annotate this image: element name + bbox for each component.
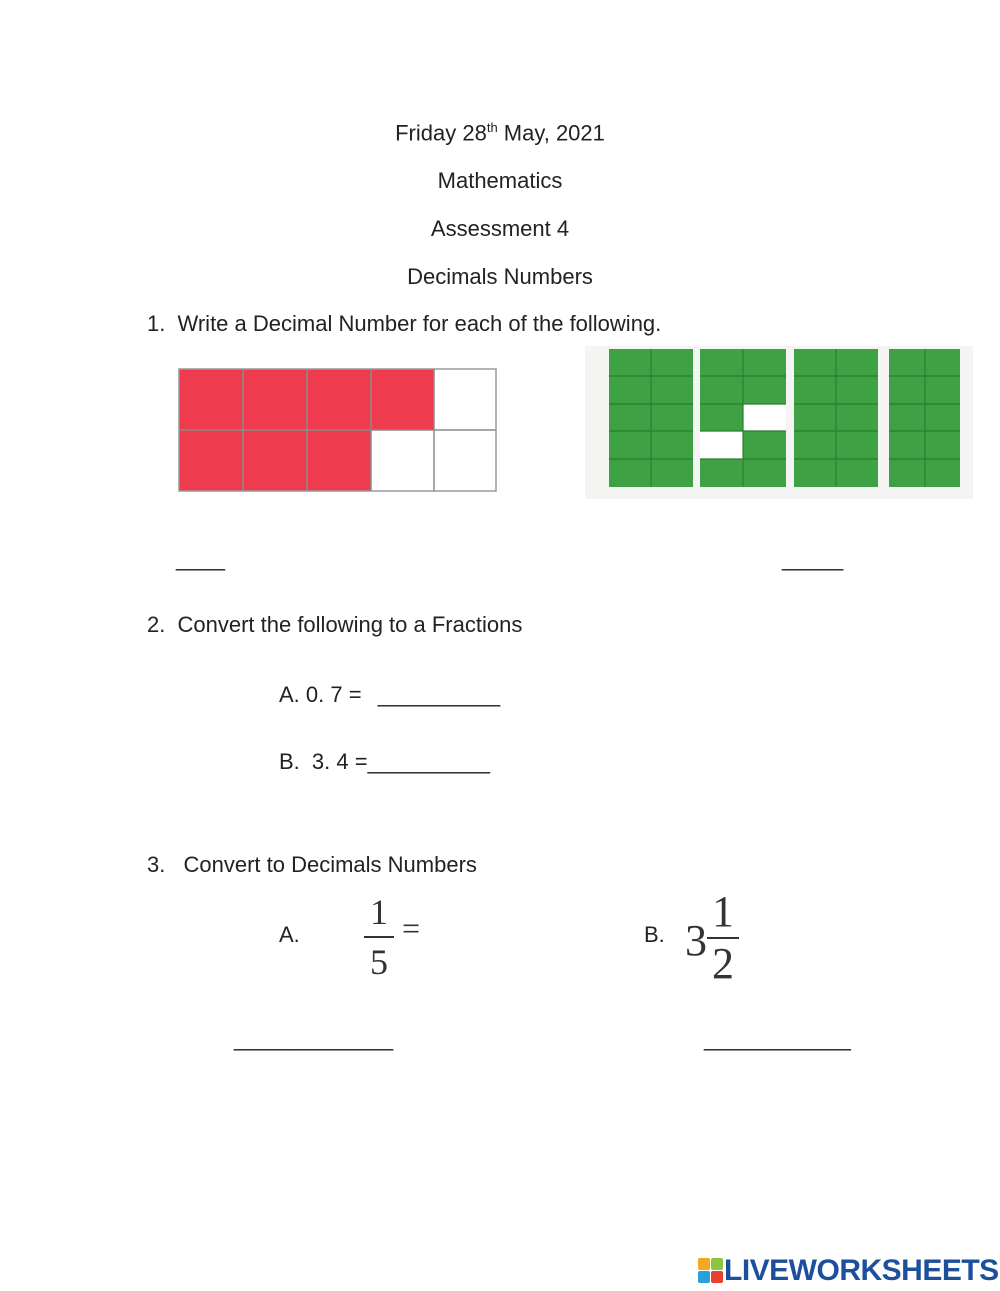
date-text: Friday 28 [395, 120, 487, 146]
fraction-figure-b [585, 346, 973, 499]
question-text: Convert the following to a Fractions [177, 612, 523, 637]
figure-b-block-3 [794, 349, 878, 487]
q2-item-b [279, 749, 490, 775]
fraction-bar [364, 936, 394, 938]
figure-b-block-1 [609, 349, 693, 487]
fraction-numerator: 1 [712, 887, 734, 936]
question-1 [147, 311, 661, 337]
answer-blank[interactable]: __________ [377, 682, 501, 707]
q2-item-a [279, 682, 500, 708]
item-label: A. [279, 682, 300, 707]
q3-item-b-fraction [707, 887, 739, 988]
figure-b-block-2 [700, 349, 786, 487]
q3-item-a-fraction [364, 894, 394, 980]
question-number: 1. [147, 311, 166, 336]
question-text: Convert to Decimals Numbers [183, 852, 477, 877]
liveworksheets-logo-icon [698, 1258, 724, 1284]
answer-blank-q3-a[interactable]: _____________ [234, 1026, 394, 1051]
fraction-numerator: 1 [370, 892, 388, 932]
question-2 [147, 612, 522, 638]
liveworksheets-logo [698, 1254, 999, 1288]
q3-item-b-whole: 3 [685, 916, 707, 965]
answer-blank-figure-b[interactable]: _____ [782, 546, 844, 571]
fraction-denominator: 2 [712, 939, 734, 988]
question-number: 2. [147, 612, 166, 637]
figure-a-unshaded-cell [371, 430, 434, 491]
date-year: May, 2021 [497, 120, 605, 146]
question-3 [147, 852, 477, 878]
subject-title: Mathematics [437, 168, 563, 193]
q3-item-b-label: B. [644, 922, 665, 947]
item-label: B. [279, 749, 300, 774]
question-number: 3. [147, 852, 166, 877]
q3-item-a-label: A. [279, 922, 300, 947]
answer-blank[interactable]: __________ [367, 749, 490, 774]
assessment-title: Assessment 4 [430, 216, 570, 241]
answer-blank-q3-b[interactable]: ____________ [704, 1026, 851, 1051]
q3-item-a-equals: = [402, 910, 421, 946]
question-text: Write a Decimal Number for each of the following. [177, 311, 662, 336]
topic-title: Decimals Numbers [407, 264, 593, 289]
fraction-denominator: 5 [370, 942, 388, 982]
answer-blank-figure-a[interactable]: ____ [176, 546, 225, 571]
item-expression: 3. 4 = [311, 749, 368, 774]
date-superscript: th [486, 120, 498, 135]
figure-b-block-4 [889, 349, 960, 487]
item-expression: 0. 7 = [305, 682, 362, 707]
liveworksheets-logo-text: LIVEWORKSHEETS [724, 1254, 999, 1287]
fraction-figure-a [176, 366, 501, 496]
date-line [0, 120, 1000, 146]
